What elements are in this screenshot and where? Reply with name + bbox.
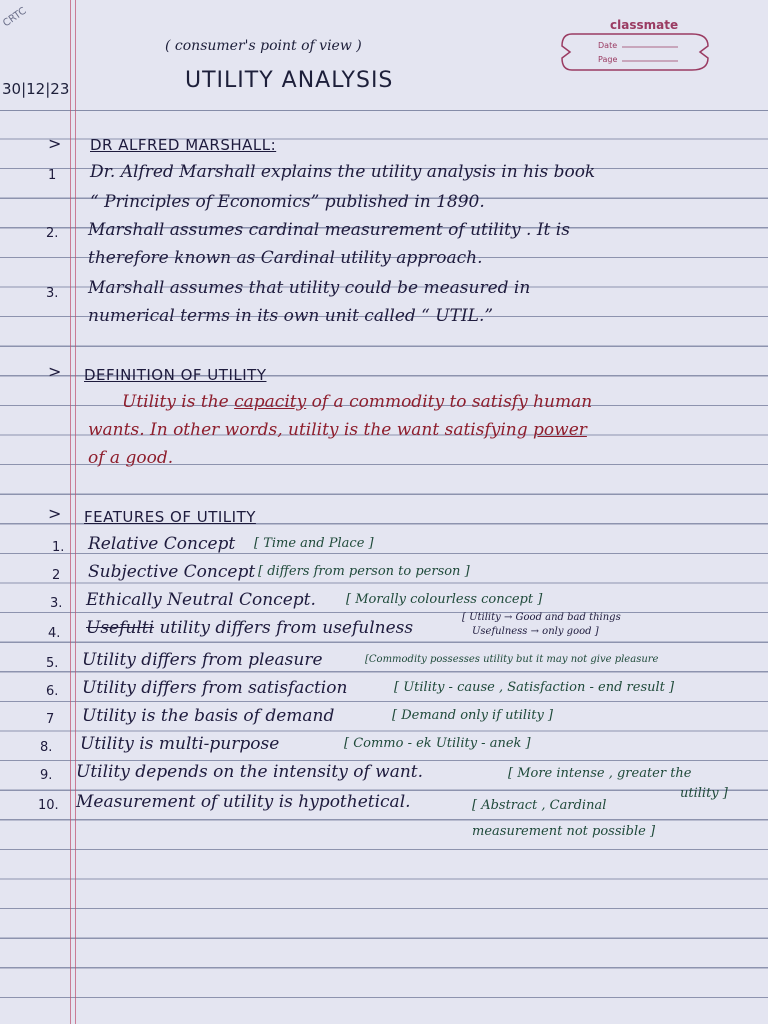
item-number: 2.: [46, 226, 59, 241]
marshall-point-2-line-1: Marshall assumes cardinal measurement of utility . It is: [88, 220, 570, 240]
marshall-point-2-line-2: therefore known as Cardinal utility approach.: [88, 248, 483, 268]
marshall-point-1-line-2: “ Principles of Economics” published in 1890.: [90, 192, 485, 212]
feature-note: [ More intense , greater the: [508, 766, 692, 781]
margin-line: [70, 0, 71, 1024]
feature-text: Utility differs from satisfaction: [82, 678, 348, 698]
feature-text: Subjective Concept: [88, 562, 256, 582]
feature-note: [ Abstract , Cardinal: [472, 798, 607, 813]
page-subtitle: ( consumer's point of view ): [165, 38, 362, 54]
section-marker: >: [48, 362, 62, 381]
top-rule: [0, 110, 768, 111]
feature-text: Utility depends on the intensity of want.: [76, 762, 424, 782]
item-number: 3.: [46, 286, 59, 301]
section-heading-definition: DEFINITION OF UTILITY: [84, 366, 267, 384]
brand-stamp: [560, 18, 730, 84]
feature-note: [ Demand only if utility ]: [392, 708, 554, 723]
feature-note: [ Morally colourless concept ]: [346, 592, 543, 607]
item-number: 4.: [48, 626, 61, 641]
feature-note: Usefulness → only good ]: [472, 626, 599, 637]
feature-note: utility ]: [680, 786, 728, 801]
section-marker: >: [48, 504, 62, 523]
feature-text: Utility is the basis of demand: [82, 706, 335, 726]
section-heading-marshall: DR ALFRED MARSHALL:: [90, 136, 277, 154]
feature-text: Measurement of utility is hypothetical.: [76, 792, 411, 812]
definition-line-2: wants. In other words, utility is the want satisfying power: [88, 420, 587, 440]
feature-text: Utility differs from pleasure: [82, 650, 323, 670]
item-number: 7: [46, 712, 55, 727]
feature-note: [ Time and Place ]: [254, 536, 374, 551]
item-number: 6.: [46, 684, 59, 699]
item-number: 1.: [52, 540, 65, 555]
feature-note: [ Utility - cause , Satisfaction - end result ]: [394, 680, 675, 695]
section-marker: >: [48, 134, 62, 153]
feature-text: Utility is multi-purpose: [80, 734, 280, 754]
feature-note: [ Utility → Good and bad things: [462, 612, 621, 623]
feature-note: [ differs from person to person ]: [258, 564, 470, 579]
feature-text: Ethically Neutral Concept.: [86, 590, 316, 610]
item-number: 5.: [46, 656, 59, 671]
feature-text: Usefulti utility differs from usefulness: [86, 618, 414, 638]
definition-line-1: Utility is the capacity of a commodity to satisfy human: [122, 392, 593, 412]
item-number: 2: [52, 568, 61, 583]
feature-note: [ Commo - ek Utility - anek ]: [344, 736, 531, 751]
item-number: 3.: [50, 596, 63, 611]
marshall-point-3-line-2: numerical terms in its own unit called “ UTIL.”: [88, 306, 494, 326]
marshall-point-3-line-1: Marshall assumes that utility could be measured in: [88, 278, 531, 298]
corner-stamp: CRTC: [1, 5, 29, 30]
page-title: UTILITY ANALYSIS: [185, 68, 394, 93]
page-label: Page: [598, 55, 618, 64]
feature-note: measurement not possible ]: [472, 824, 656, 839]
item-number: 1: [48, 168, 57, 183]
brand-name: classmate: [610, 18, 679, 32]
item-number: 8.: [40, 740, 53, 755]
definition-line-3: of a good.: [88, 448, 174, 468]
date-label: Date: [598, 41, 618, 50]
item-number: 10.: [38, 798, 59, 813]
feature-text: Relative Concept: [88, 534, 236, 554]
section-heading-features: FEATURES OF UTILITY: [84, 508, 256, 526]
margin-line: [75, 0, 76, 1024]
written-date: 30|12|23: [2, 80, 70, 98]
item-number: 9.: [40, 768, 53, 783]
marshall-point-1-line-1: Dr. Alfred Marshall explains the utility analysis in his book: [90, 162, 596, 182]
feature-note: [Commodity possesses utility but it may not give pleasure: [365, 654, 659, 665]
brand-frame-icon: [560, 32, 710, 72]
